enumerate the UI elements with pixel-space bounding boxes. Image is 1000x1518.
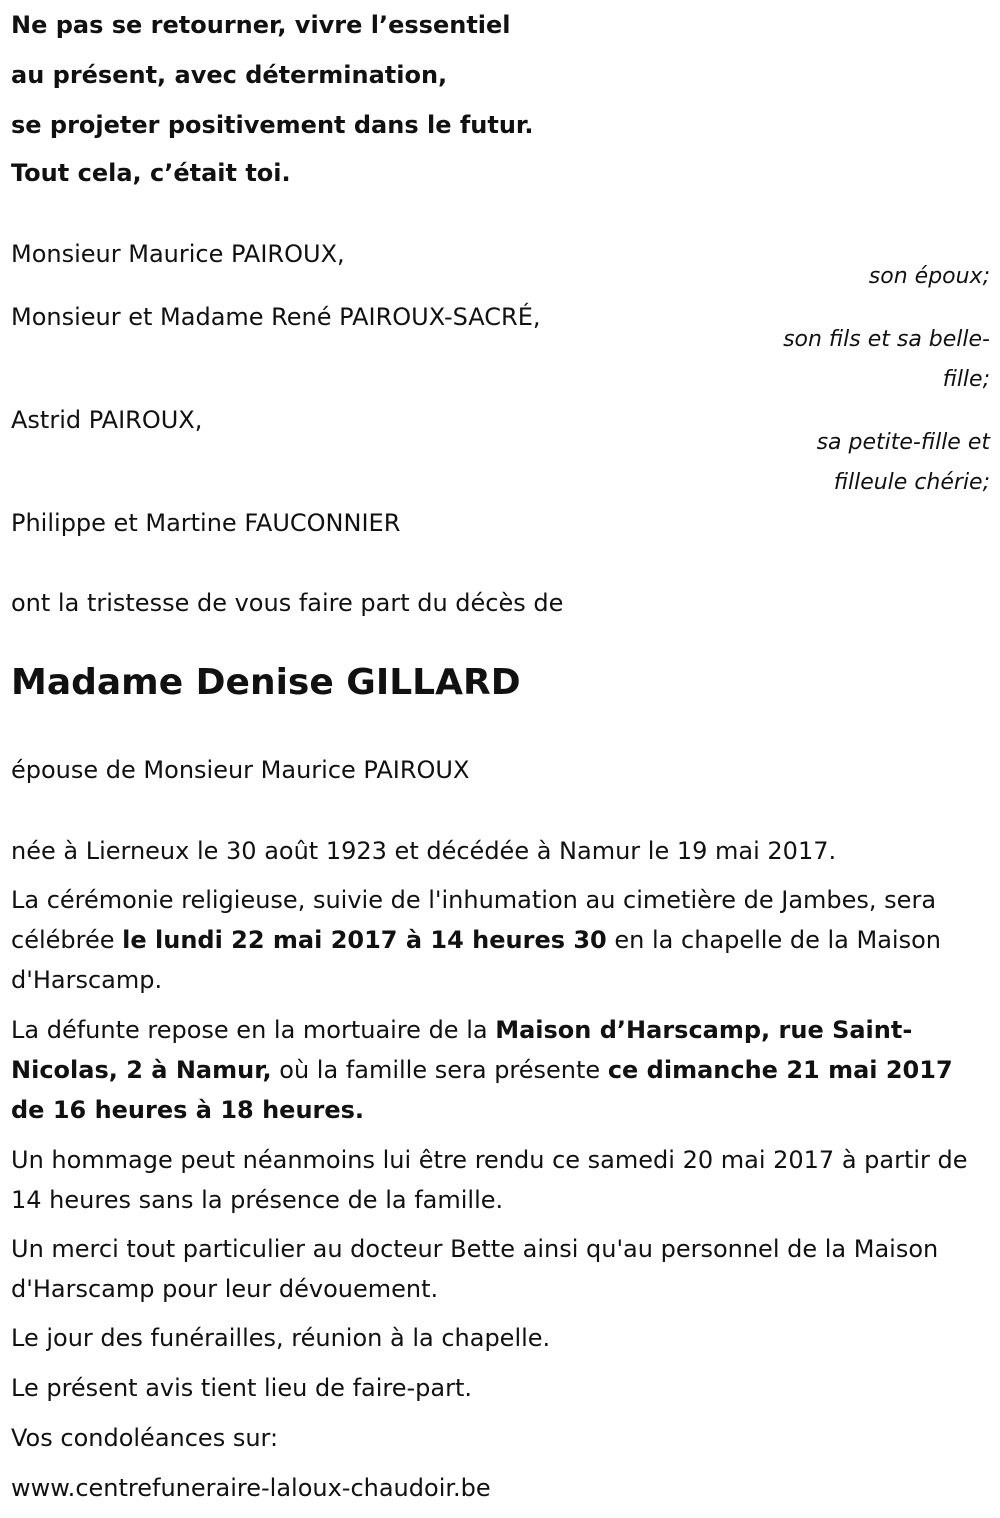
thanks-paragraph: Un merci tout particulier au docteur Bette ainsi qu'au personnel de la Maison d'Harscamp pour leur dévouement. xyxy=(11,1235,939,1303)
family-member-name: Monsieur Maurice PAIROUX, xyxy=(11,240,345,268)
repose-paragraph xyxy=(11,1010,991,1130)
family-member-name: Astrid PAIROUX, xyxy=(11,406,203,434)
family-member-relation: filleule chérie; xyxy=(833,470,990,495)
family-member-name: Monsieur et Madame René PAIROUX-SACRÉ, xyxy=(11,303,541,331)
family-member-relation: fille; xyxy=(942,367,990,392)
hommage-paragraph: Un hommage peut néanmoins lui être rendu ce samedi 20 mai 2017 à partir de 14 heures sans la présence de la famille. xyxy=(11,1146,968,1214)
family-member-relation: son fils et sa belle- xyxy=(783,327,990,352)
family-member-relation: sa petite-fille et xyxy=(816,430,990,455)
reunion-line: Le jour des funérailles, réunion à la chapelle. xyxy=(11,1324,551,1352)
repose-location: Maison d’Harscamp, rue Saint-Nicolas, 2 à Namur, xyxy=(11,1016,913,1084)
repose-text: La défunte repose en la mortuaire de la xyxy=(11,1016,496,1044)
website-link[interactable]: www.centrefuneraire-laloux-chaudoir.be xyxy=(11,1474,491,1502)
announcement: ont la tristesse de vous faire part du décès de xyxy=(11,589,564,617)
poem-line-1: Ne pas se retourner, vivre l’essentiel xyxy=(11,11,511,39)
ceremony-paragraph xyxy=(11,880,991,1000)
poem-line-2: au présent, avec détermination, xyxy=(11,61,448,89)
family-member-name: Philippe et Martine FAUCONNIER xyxy=(11,509,401,537)
poem-line-3: se projeter positivement dans le futur. xyxy=(11,111,534,139)
poem-line-4: Tout cela, c’était toi. xyxy=(11,159,291,187)
condolences-label: Vos condoléances sur: xyxy=(11,1424,279,1452)
ceremony-date: le lundi 22 mai 2017 à 14 heures 30 xyxy=(122,926,607,954)
notice-line: Le présent avis tient lieu de faire-part. xyxy=(11,1374,473,1402)
family-member-relation: son époux; xyxy=(868,264,990,289)
repose-text-2: où la famille sera présente xyxy=(271,1056,608,1084)
repose-time: ce dimanche 21 mai 2017 de 16 heures à 18 heures. xyxy=(11,1056,953,1124)
ceremony-text: La cérémonie religieuse, suivie de l'inhumation au cimetière de Jambes, sera célébrée xyxy=(11,886,937,954)
birth-death-line: née à Lierneux le 30 août 1923 et décédée à Namur le 19 mai 2017. xyxy=(11,837,837,865)
ceremony-location: en la chapelle de la Maison d'Harscamp. xyxy=(11,926,941,994)
deceased-name: Madame Denise GILLARD xyxy=(11,662,521,703)
spouse-line: épouse de Monsieur Maurice PAIROUX xyxy=(11,756,470,784)
